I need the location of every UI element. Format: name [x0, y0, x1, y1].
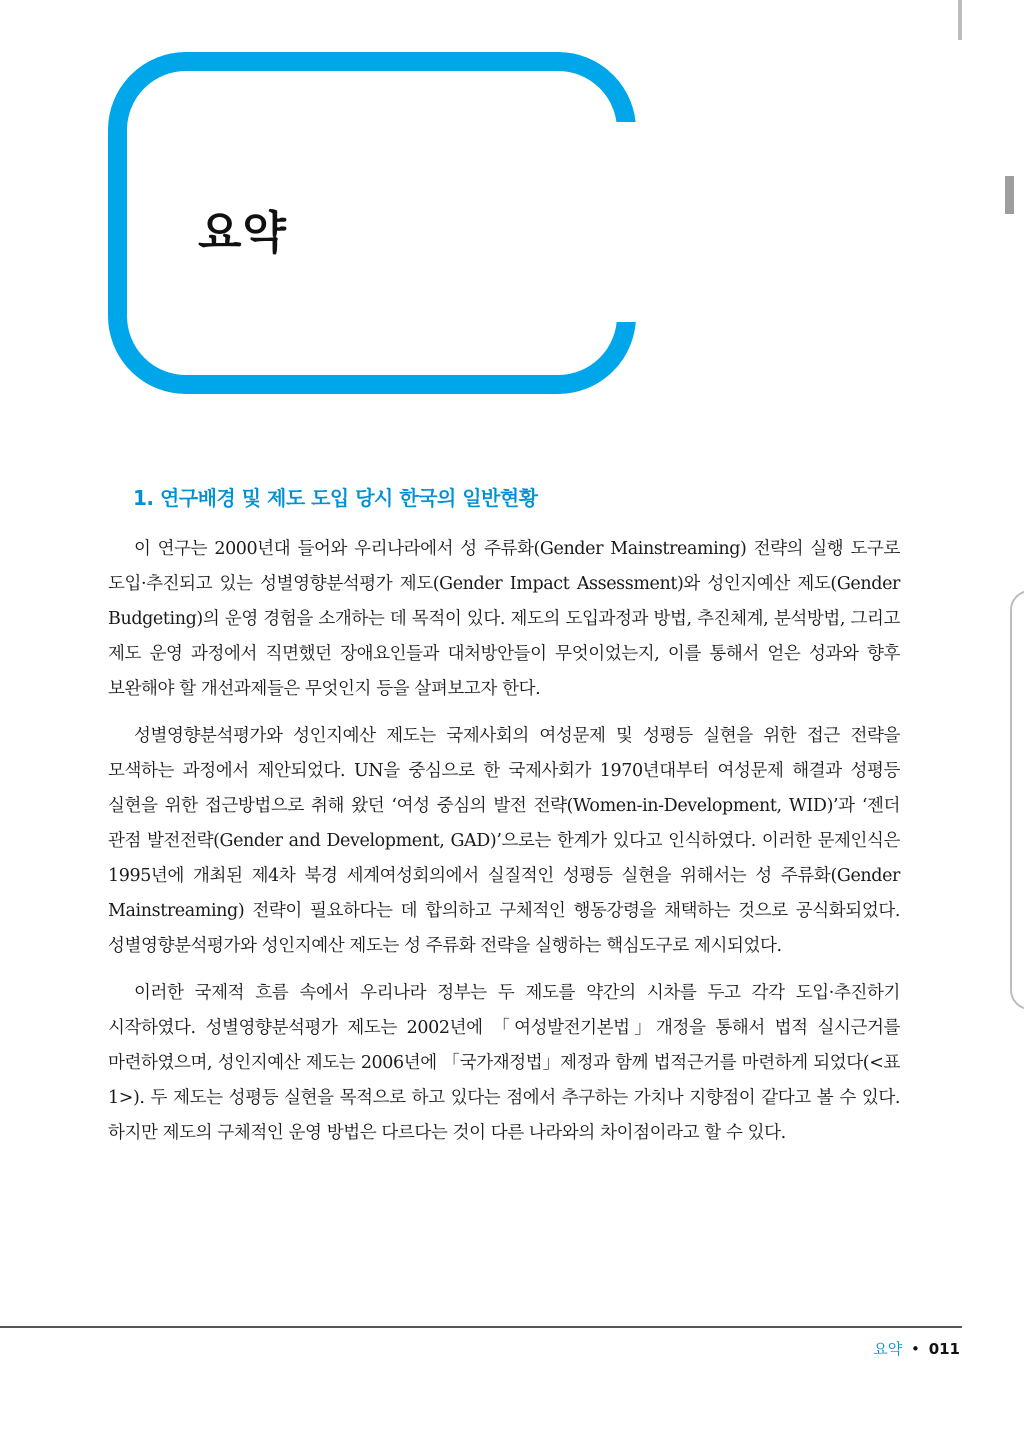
section-heading: 1. 연구배경 및 제도 도입 당시 한국의 일반현황	[133, 486, 538, 510]
page-edge-curve	[1010, 590, 1024, 1010]
chapter-title-frame-opening	[600, 122, 644, 322]
chapter-title: 요약	[198, 206, 287, 259]
paragraph-1: 이 연구는 2000년대 들어와 우리나라에서 성 주류화(Gender Mainstreaming) 전략의 실행 도구로 도입·추진되고 있는 성별영향분석평가 제도(Gender Impact Assessment)와 성인지예산 제도(Gender Budgeting)의 운영 경험을 소개하는 데 목적이 있다. 제도의 도입과정과 방법, 추진체계, 분석방법, 그리고 제도 운영 과정에서 직면했던 장애요인들과 대처방안들이 무엇이었는지, 이를 통해서 얻은 성과와 향후 보완해야 할 개선과제들은 무엇인지 등을 살펴보고자 한다.	[108, 539, 900, 699]
footer-section-label: 요약	[873, 1340, 903, 1358]
chapter-title-frame	[108, 52, 636, 394]
paragraph-3: 이러한 국제적 흐름 속에서 우리나라 정부는 두 제도를 약간의 시차를 두고 각각 도입·추진하기 시작하였다. 성별영향분석평가 제도는 2002년에 「여성발전기본법」개정을 통해서 법적 실시근거를 마련하였으며, 성인지예산 제도는 2006년에 「국가재정법」제정과 함께 법적근거를 마련하게 되었다(<표 1>). 두 제도는 성평등 실현을 목적으로 하고 있다는 점에서 추구하는 가치나 지향점이 같다고 볼 수 있다. 하지만 제도의 구체적인 운영 방법은 다르다는 것이 다른 나라와의 차이점이라고 할 수 있다.	[108, 983, 900, 1143]
page-footer	[873, 1338, 960, 1359]
paragraph-2: 성별영향분석평가와 성인지예산 제도는 국제사회의 여성문제 및 성평등 실현을 위한 접근 전략을 모색하는 과정에서 제안되었다. UN을 중심으로 한 국제사회가 1970년대부터 여성문제 해결과 성평등 실현을 위한 접근방법으로 취해 왔던 ‘여성 중심의 발전 전략(Women-in-Development, WID)’과 ‘젠더 관점 발전전략(Gender and Development, GAD)’으로는 한계가 있다고 인식하였다. 이러한 문제인식은 1995년에 개최된 제4차 북경 세계여성회의에서 실질적인 성평등 실현을 위해서는 성 주류화(Gender Mainstreaming) 전략이 필요하다는 데 합의하고 구체적인 행동강령을 채택하는 것으로 공식화되었다. 성별영향분석평가와 성인지예산 제도는 성 주류화 전략을 실행하는 핵심도구로 제시되었다.	[108, 726, 900, 956]
body-text	[108, 532, 900, 1163]
top-edge-mark	[958, 0, 962, 40]
page-number: 011	[928, 1340, 960, 1358]
footer-bullet: •	[911, 1340, 920, 1358]
chapter-side-tab	[1005, 176, 1014, 214]
footer-rule	[0, 1326, 962, 1328]
